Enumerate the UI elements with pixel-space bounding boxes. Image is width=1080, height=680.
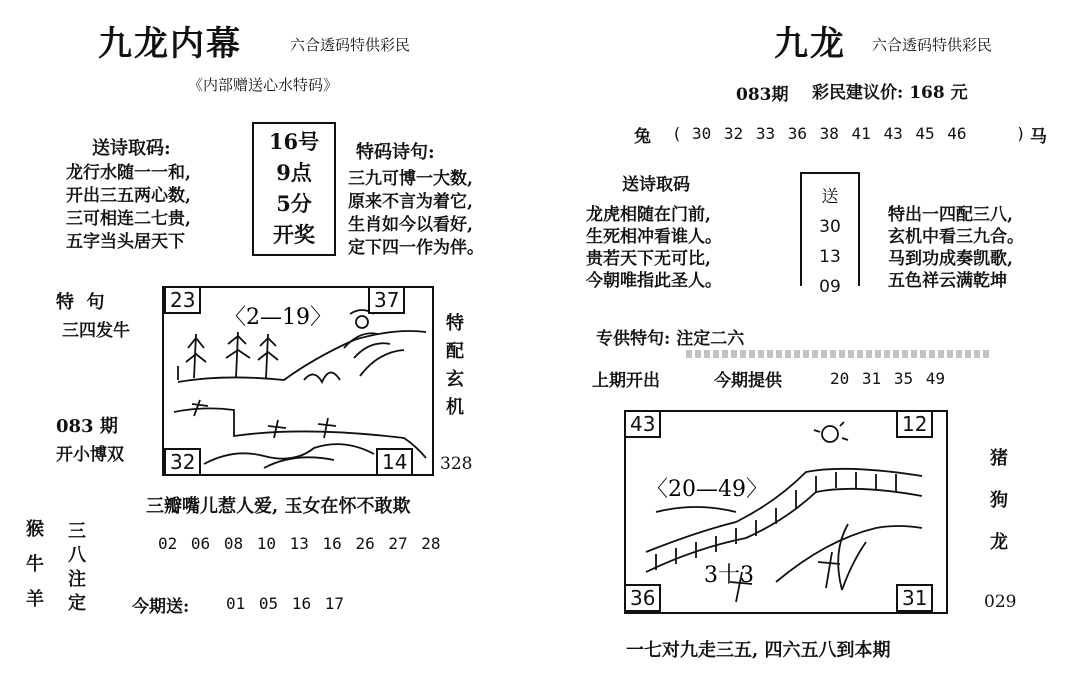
- zodiac: 猪: [990, 448, 1008, 469]
- right-price: 彩民建议价: 168 元: [812, 83, 968, 103]
- poem-line: 五色祥云满乾坤: [888, 271, 1007, 291]
- poem-line: 生死相冲看谁人。: [586, 227, 722, 247]
- number: 13: [289, 534, 309, 553]
- right-corner-bl: 36: [624, 584, 661, 612]
- send-number: 30: [819, 217, 841, 237]
- zodiac-note-char: 三: [68, 521, 86, 542]
- number: 31: [861, 369, 882, 388]
- left-subtitle: 六合透码特供彩民: [290, 36, 411, 54]
- zodiac: 龙: [990, 532, 1008, 553]
- number: 28: [421, 534, 441, 553]
- poem-line: 龙虎相随在门前,: [586, 205, 711, 225]
- number: 43: [883, 124, 903, 143]
- right-sketch: [626, 412, 946, 612]
- left-number-list: [158, 534, 441, 553]
- right-poem-header: 送诗取码: [622, 175, 690, 195]
- number: 20: [830, 369, 850, 388]
- gift-label: 今期送:: [132, 597, 190, 617]
- vertical-char: 机: [446, 397, 464, 418]
- number: 27: [388, 534, 408, 553]
- number: 46: [947, 124, 967, 143]
- right-poem: [586, 204, 722, 292]
- send-number: 13: [819, 247, 841, 267]
- left-poem: [66, 162, 191, 254]
- draw-label: 开奖: [273, 222, 315, 247]
- poem-line: 开出三五两心数,: [66, 186, 191, 206]
- range-close-paren: ): [1016, 124, 1026, 143]
- draw-time-box: [252, 122, 336, 256]
- special-sentence: 三四发牛: [62, 321, 130, 341]
- number: 32: [723, 124, 744, 143]
- left-corner-tr: 37: [368, 286, 405, 314]
- right-corner-br: 31: [896, 584, 933, 612]
- draw-hour: 9点: [276, 160, 312, 185]
- poem-line: 龙行水随一一和,: [66, 163, 191, 183]
- smudged-line: [686, 350, 992, 358]
- number: 16: [322, 534, 342, 553]
- send-number: 09: [819, 277, 841, 297]
- range-open-paren: (: [672, 124, 682, 143]
- left-proverb: 三瓣嘴儿惹人爱, 玉女在怀不敢欺: [146, 496, 411, 517]
- range-start-zodiac: 兔: [634, 127, 651, 147]
- zodiac: 狗: [990, 490, 1008, 511]
- poem-line: 定下四一作为伴。: [348, 238, 484, 258]
- right-subtitle: 六合透码特供彩民: [872, 36, 993, 54]
- zodiac: 牛: [26, 554, 44, 575]
- vertical-note: [444, 310, 466, 422]
- poem-line: 马到功成奏凯歌,: [888, 249, 1013, 269]
- number: 02: [158, 534, 178, 553]
- poem-line: 今朝唯指此圣人。: [586, 271, 722, 291]
- special-sentence-label: 特 句: [56, 292, 105, 313]
- special-poem: [348, 168, 484, 260]
- left-sketch: [164, 288, 432, 474]
- number: 49: [925, 369, 945, 388]
- number: 45: [915, 124, 935, 143]
- right-corner-tr: 12: [896, 410, 933, 438]
- left-title: 九龙内幕: [98, 24, 242, 64]
- current-number-list: [830, 369, 945, 388]
- poem-line: 生肖如今以看好,: [348, 215, 473, 235]
- number: 10: [256, 534, 276, 553]
- right-footer: 一七对九走三五, 四六五八到本期: [626, 640, 891, 661]
- number: 30: [692, 124, 712, 143]
- number: 17: [324, 594, 344, 613]
- left-period: 083 期: [56, 416, 118, 437]
- draw-date: 16号: [268, 129, 320, 154]
- zodiac-note-char: 定: [68, 593, 86, 614]
- zodiac-note: [66, 520, 88, 616]
- number: 05: [258, 594, 279, 613]
- left-corner-bl: 32: [164, 448, 201, 476]
- number: 41: [851, 124, 871, 143]
- zodiac: 猴: [26, 519, 44, 540]
- left-corner-br: 14: [376, 448, 413, 476]
- right-sketch-label: 〈20—49〉: [646, 477, 768, 502]
- send-label: 送: [821, 187, 839, 207]
- gift-number-list: [226, 594, 344, 613]
- special-poem-header: 特码诗句:: [356, 142, 435, 163]
- number: 08: [223, 534, 244, 553]
- poem-line: 玄机中看三九合。: [888, 227, 1024, 247]
- note-number: 328: [440, 454, 473, 474]
- zodiac: 羊: [26, 589, 44, 610]
- range-end-zodiac: 马: [1030, 127, 1047, 147]
- left-poem-header: 送诗取码:: [92, 138, 171, 159]
- zodiac-column: [24, 512, 46, 617]
- left-internal-note: 《内部赠送心水特码》: [188, 76, 339, 94]
- right-sketch-label-2: 3十3: [704, 563, 754, 588]
- poem-line: 原来不言为着它,: [348, 192, 473, 212]
- right-code: 029: [984, 592, 1017, 612]
- special-line: 专供特句: 注定二六: [596, 329, 745, 349]
- poem-line: 贵若天下无可比,: [586, 249, 711, 269]
- zodiac-note-char: 注: [68, 569, 86, 590]
- poem-line: 五字当头居天下: [66, 232, 185, 252]
- number: 36: [787, 124, 807, 143]
- zodiac-note-char: 八: [68, 545, 86, 566]
- poem-line: 三九可博一大数,: [348, 169, 473, 189]
- left-corner-tl: 23: [164, 286, 201, 314]
- poem-line: 特出一四配三八,: [888, 205, 1013, 225]
- draw-minute: 5分: [276, 191, 312, 216]
- right-zodiac-column: [988, 438, 1010, 564]
- number: 01: [226, 594, 246, 613]
- bet-hint: 开小博双: [56, 445, 124, 465]
- number: 35: [893, 369, 914, 388]
- left-sketch-label: 〈2—19〉: [224, 305, 332, 330]
- vertical-char: 玄: [446, 369, 464, 390]
- range-number-list: [692, 124, 967, 143]
- vertical-char: 配: [446, 341, 464, 362]
- last-period-label: 上期开出: [592, 371, 660, 391]
- vertical-char: 特: [446, 313, 464, 334]
- right-period: 083期: [736, 85, 789, 105]
- right-poem-2: [888, 204, 1024, 292]
- number: 33: [755, 124, 776, 143]
- right-corner-tl: 43: [624, 410, 661, 438]
- current-label: 今期提供: [714, 371, 782, 391]
- poem-line: 三可相连二七贵,: [66, 209, 191, 229]
- number: 38: [819, 124, 839, 143]
- number: 26: [355, 534, 375, 553]
- right-title: 九龙: [774, 24, 846, 64]
- number: 06: [190, 534, 211, 553]
- send-box: [800, 172, 860, 297]
- number: 16: [291, 594, 312, 613]
